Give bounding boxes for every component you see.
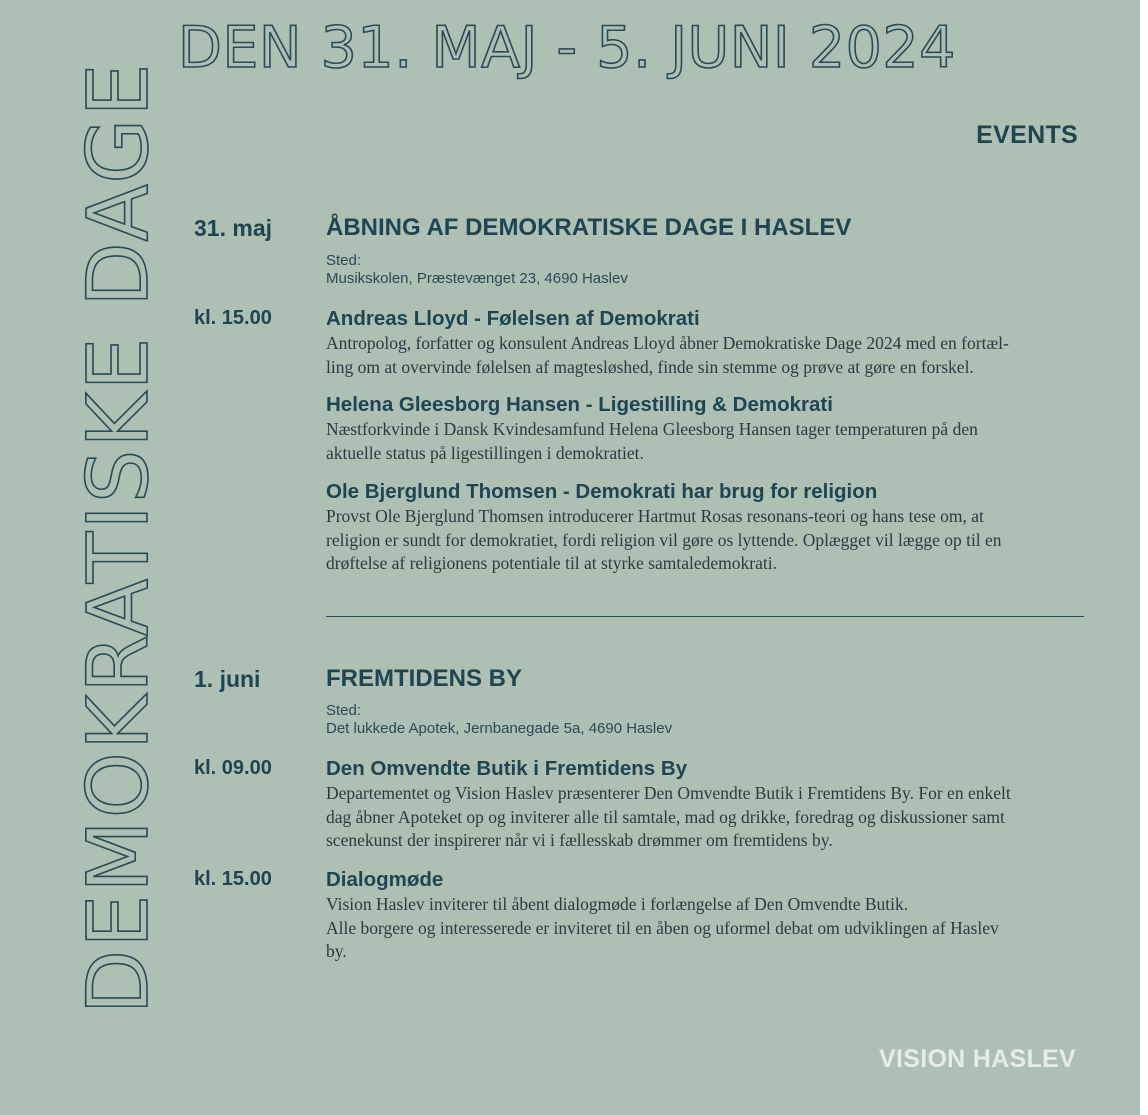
day-2-location: [326, 702, 672, 738]
day-2-date: 1. juni: [194, 666, 261, 692]
event-dialogmode: [326, 868, 1086, 964]
description-line: Alle borgere og interesserede er inviteret til en åben og uformel debat om udviklingen af Haslev: [326, 917, 999, 938]
location-value: Musikskolen, Præstevænget 23, 4690 Haslev: [326, 270, 628, 287]
description-line: Departementet og Vision Haslev præsenterer Den Omvendte Butik i Fremtidens By. For en enkelt: [326, 783, 1011, 803]
description-line: by.: [326, 941, 347, 961]
description-line: Antropolog, forfatter og konsulent Andreas Lloyd åbner Demokratiske Dage 2024 med en fortæl-: [326, 333, 1009, 353]
description-line: Provst Ole Bjerglund Thomsen introducerer Hartmut Rosas resonans-teori og hans tese om, at: [326, 506, 984, 526]
event-description: [326, 505, 1086, 576]
event-helena-gleesborg: [326, 393, 1086, 465]
event-title: Dialogmøde: [326, 868, 444, 891]
day-1-date: 31. maj: [194, 215, 272, 241]
location-label: Sted:: [326, 252, 362, 269]
description-line: Næstforkvinde i Dansk Kvindesamfund Helena Gleesborg Hansen tager temperaturen på den: [326, 419, 978, 439]
event-ole-bjerglund: [326, 480, 1086, 576]
description-line: Vision Haslev inviterer til åbent dialogmøde i forlængelse af Den Omvendte Butik.: [326, 894, 909, 914]
event-omvendte-butik: [326, 757, 1086, 853]
description-line: scenekunst der inspirerer når vi i fællesskab drømmer om fremtidens by.: [326, 830, 833, 850]
event-description: [326, 893, 1086, 964]
day-2-heading: FREMTIDENS BY: [326, 665, 523, 692]
description-line: aktuelle status på ligestillingen i demokratiet.: [326, 442, 644, 463]
description-line: drøftelse af religionens potentiale til at styrke samtaledemokrati.: [326, 553, 777, 573]
event-description: [326, 418, 1086, 465]
location-label: Sted:: [326, 702, 362, 719]
description-line: dag åbner Apoteket op og inviterer alle til samtale, mad og drikke, foredrag og diskussioner samt: [326, 806, 1005, 827]
event-title: Den Omvendte Butik i Fremtidens By: [326, 757, 688, 780]
location-value: Det lukkede Apotek, Jernbanegade 5a, 4690 Haslev: [326, 720, 673, 737]
brand-footer: VISION HASLEV: [879, 1045, 1076, 1073]
events-label: EVENTS: [976, 121, 1078, 149]
side-title: DEMOKRATISKE DAGE: [69, 61, 167, 1015]
description-line: ling om at overvinde følelsen af magtesløshed, finde sin stemme og prøve at gøre en forskel.: [326, 356, 974, 377]
description-line: religion er sundt for demokratiet, fordi religion vil gøre os lyttende. Oplægget vil lægge op til en: [326, 529, 1002, 550]
event-title: Ole Bjerglund Thomsen - Demokrati har brug for religion: [326, 480, 878, 503]
day-1-heading: ÅBNING AF DEMOKRATISKE DAGE I HASLEV: [326, 214, 852, 241]
event-time: kl. 15.00: [194, 868, 272, 890]
day-1-location: [326, 252, 628, 288]
event-description: [326, 782, 1086, 853]
event-time: kl. 09.00: [194, 757, 272, 779]
event-title: Helena Gleesborg Hansen - Ligestilling & Demokrati: [326, 393, 833, 416]
event-time: kl. 15.00: [194, 307, 272, 329]
event-title: Andreas Lloyd - Følelsen af Demokrati: [326, 307, 700, 330]
page-title: DEN 31. MAJ - 5. JUNI 2024: [178, 15, 956, 81]
event-description: [326, 332, 1086, 379]
event-andreas-lloyd: [326, 307, 1086, 379]
section-divider: [326, 616, 1084, 617]
